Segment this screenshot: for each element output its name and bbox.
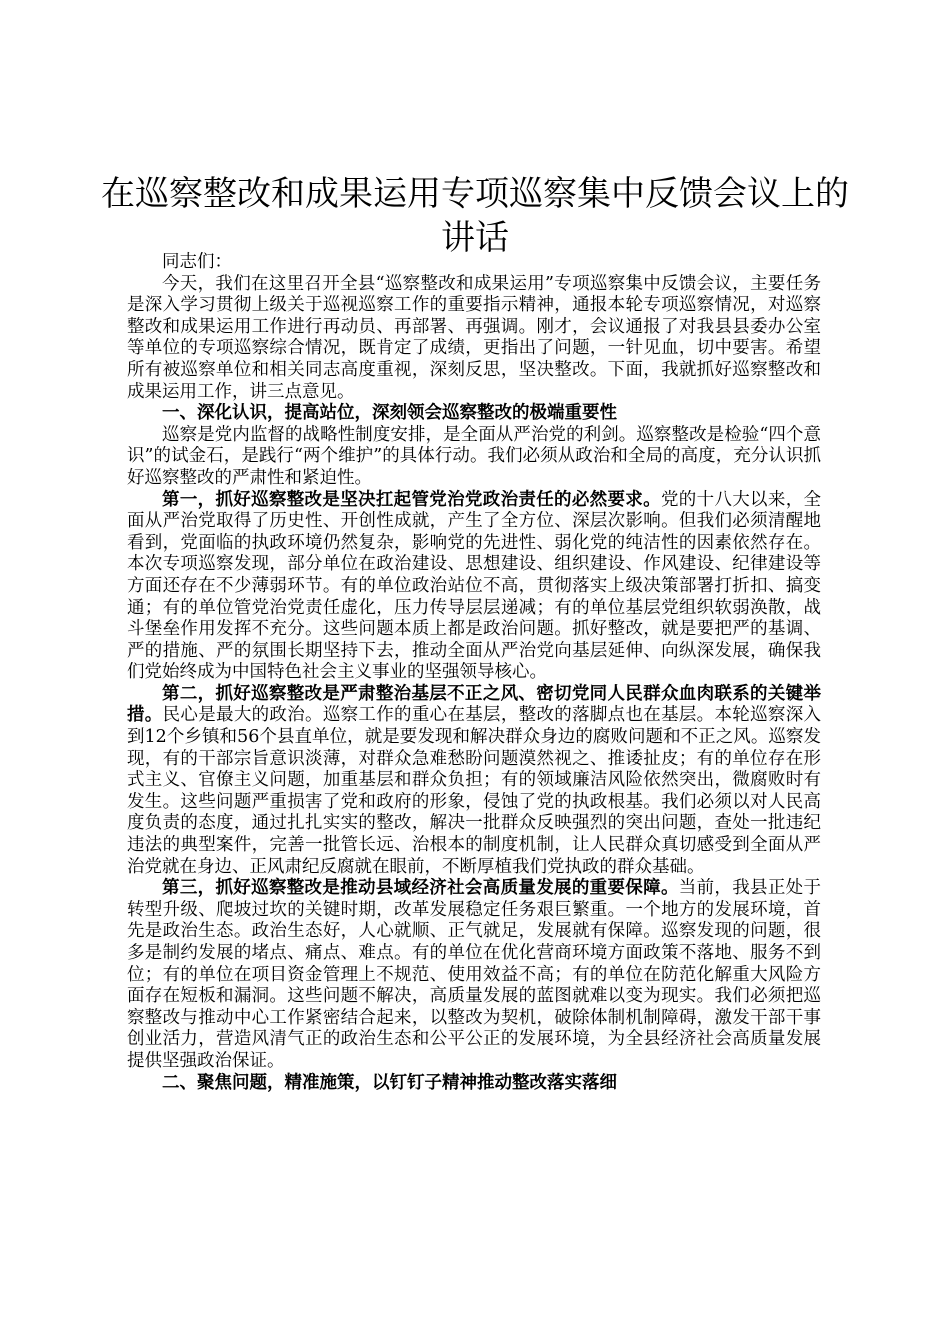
intro-paragraph: 今天，我们在这里召开全县“巡察整改和成果运用”专项巡察集中反馈会议，主要任务是深入学习贯彻上级关于巡视巡察工作的重要指示精神，通报本轮专项巡察情况，对巡察整改和成果运用工作进行再动员、再部署、再强调。刚才，会议通报了对我县县委办公室等单位的专项巡察综合情况，既肯定了成绩，更指出了问题，一针见血，切中要害。希望所有被巡察单位和相关同志高度重视，深刻反思，坚决整改。下面，我就抓好巡察整改和成果运用工作，讲三点意见。	[127, 273, 821, 402]
point-2-lead: 第二，抓好巡察整改是严肃整治基层不正之风、密切党同人民群众血肉联系的关键举措。	[127, 683, 821, 726]
point-3-body: 当前，我县正处于转型升级、爬坡过坎的关键时期，改革发展稳定任务艰巨繁重。一个地方的发展环境，首先是政治生态。政治生态好，人心就顺、正气就足，发展就有保障。巡察发现的问题，很多是制约发展的堵点、痛点、难点。有的单位在优化营商环境方面政策不落地、服务不到位；有的单位在项目资金管理上不规范、使用效益不高；有的单位在防范化解重大风险方面存在短板和漏洞。这些问题不解决，高质量发展的蓝图就难以变为现实。我们必须把巡察整改与推动中心工作紧密结合起来，以整改为契机，破除体制机制障碍，激发干部干事创业活力，营造风清气正的政治生态和公平公正的发展环境，为全县经济社会高质量发展提供坚强政治保证。	[127, 878, 822, 1071]
point-1-body: 党的十八大以来，全面从严治党取得了历史性、开创性成就，产生了全方位、深层次影响。但我们必须清醒地看到，党面临的执政环境仍然复杂，影响党的先进性、弱化党的纯洁性的因素依然存在。本次专项巡察发现，部分单位在政治建设、思想建设、组织建设、作风建设、纪律建设等方面还存在不少薄弱环节。有的单位政治站位不高，贯彻落实上级决策部署打折扣、搞变通；有的单位管党治党责任虚化，压力传导层层递减；有的单位基层党组织软弱涣散，战斗堡垒作用发挥不充分。这些问题本质上都是政治问题。抓好整改，就是要把严的基调、严的措施、严的氛围长期坚持下去，推动全面从严治党向基层延伸、向纵深发展，确保我们党始终成为中国特色社会主义事业的坚强领导核心。	[127, 489, 822, 683]
point-2-paragraph	[127, 684, 821, 878]
point-3-lead: 第三，抓好巡察整改是推动县域经济社会高质量发展的重要保障。	[162, 878, 679, 899]
salutation: 同志们：	[162, 252, 232, 272]
point-1-paragraph	[127, 490, 821, 684]
document-body	[127, 252, 821, 1094]
section-1-heading: 一、深化认识，提高站位，深刻领会巡察整改的极端重要性	[162, 403, 617, 424]
point-1-lead: 第一，抓好巡察整改是坚决扛起管党治党政治责任的必然要求。	[162, 489, 661, 510]
point-3-paragraph	[127, 878, 821, 1072]
section-1-intro: 巡察是党内监督的战略性制度安排，是全面从严治党的利剑。巡察整改是检验“四个意识”的试金石，是践行“两个维护”的具体行动。我们必须从政治和全局的高度，充分认识抓好巡察整改的严肃性和紧迫性。	[127, 424, 821, 488]
point-2-body: 民心是最大的政治。巡察工作的重心在基层，整改的落脚点也在基层。本轮巡察深入到12个乡镇和56个县直单位，就是要发现和解决群众身边的腐败问题和不正之风。巡察发现，有的干部宗旨意识淡薄，对群众急难愁盼问题漠然视之、推诿扯皮；有的单位存在形式主义、官僚主义问题，加重基层和群众负担；有的领域廉洁风险依然突出，微腐败时有发生。这些问题严重损害了党和政府的形象，侵蚀了党的执政根基。我们必须以对人民高度负责的态度，通过扎扎实实的整改，解决一批群众反映强烈的突出问题，查处一批违纪违法的典型案件，完善一批管长远、治根本的制度机制，让人民群众真切感受到全面从严治党就在身边、正风肃纪反腐就在眼前，不断厚植我们党执政的群众基础。	[127, 705, 822, 877]
document-title: 在巡察整改和成果运用专项巡察集中反馈会议上的讲话	[101, 174, 849, 258]
section-2-heading: 二、聚焦问题，精准施策，以钉钉子精神推动整改落实落细	[162, 1072, 617, 1093]
